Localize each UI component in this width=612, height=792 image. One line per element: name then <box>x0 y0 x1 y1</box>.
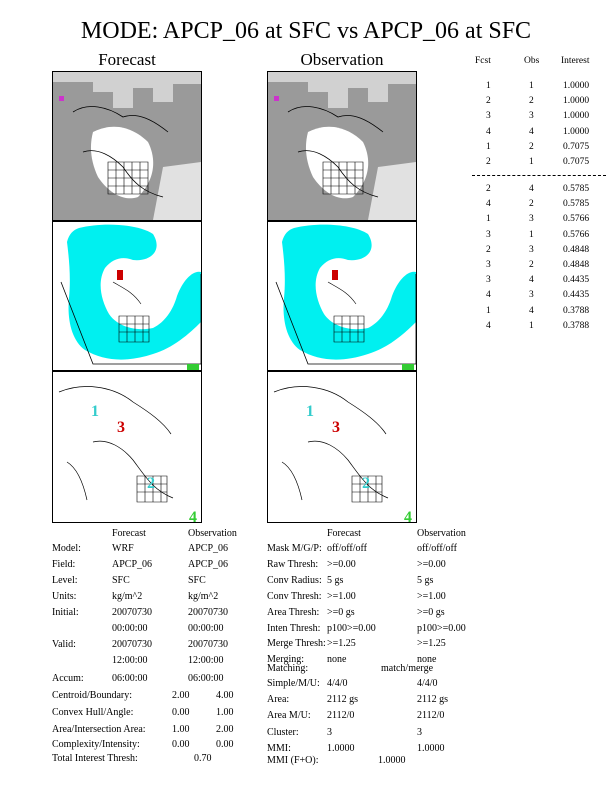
forecast-objects-panel <box>52 221 202 371</box>
right-row-observation: >=0 gs <box>417 606 445 618</box>
left-row-label: Valid: <box>52 639 76 650</box>
right-row-observation: >=1.25 <box>417 638 446 650</box>
left-row-forecast: 20070730 <box>112 639 152 650</box>
observation-labels-panel <box>267 371 417 523</box>
observation-raw-panel <box>267 71 417 221</box>
right-row-observation: >=1.00 <box>417 590 446 602</box>
left-row-label: Accum: <box>52 673 84 684</box>
left-header-observation: Observation <box>188 528 237 539</box>
left-row-observation: kg/m^2 <box>188 591 219 602</box>
result-row-forecast: 3 <box>327 726 332 738</box>
interest-cell-obs: 2 <box>529 260 534 270</box>
observation-object-label: 3 <box>332 419 340 436</box>
left-row-observation: 12:00:00 <box>188 655 224 666</box>
interest-cell-interest: 0.5766 <box>563 214 590 225</box>
forecast-object-label: 2 <box>147 475 155 492</box>
interest-divider <box>472 175 606 176</box>
interest-cell-fcst: 4 <box>486 320 491 331</box>
interest-cell-interest: 0.5766 <box>563 229 590 240</box>
right-row-forecast: >=0 gs <box>327 606 355 618</box>
right-row-label: Conv Thresh: <box>267 590 322 602</box>
matching-value: match/merge <box>381 663 434 674</box>
stat-value-2: 1.00 <box>216 707 234 718</box>
left-row-label: Units: <box>52 591 77 602</box>
interest-cell-fcst: 4 <box>486 290 491 301</box>
interest-cell-interest: 1.0000 <box>563 126 590 137</box>
right-row-observation: none <box>417 654 437 666</box>
result-row-observation: 4/4/0 <box>417 678 438 689</box>
mmi-fo-value: 1.0000 <box>378 755 406 766</box>
observation-object-label: 2 <box>362 475 370 492</box>
interest-cell-obs: 4 <box>529 275 534 286</box>
result-row-forecast: 2112/0 <box>327 710 355 722</box>
observation-column-title: Observation <box>300 50 384 69</box>
observation-object-label: 1 <box>306 403 314 420</box>
interest-cell-interest: 0.5785 <box>563 199 590 210</box>
interest-cell-fcst: 2 <box>486 184 491 194</box>
right-header-observation: Observation <box>417 528 466 539</box>
interest-cell-fcst: 3 <box>486 260 491 270</box>
interest-cell-interest: 1.0000 <box>563 81 590 91</box>
interest-cell-obs: 4 <box>529 126 534 137</box>
right-row-observation: 5 gs <box>417 574 434 586</box>
interest-cell-interest: 0.4435 <box>563 290 590 301</box>
result-row-label: MMI: <box>267 742 291 754</box>
interest-cell-obs: 1 <box>529 157 534 167</box>
right-row-label: Area Thresh: <box>267 606 320 618</box>
left-row-forecast: WRF <box>112 543 134 554</box>
right-row-label: Conv Radius: <box>267 574 322 586</box>
interest-cell-fcst: 1 <box>486 81 491 91</box>
interest-cell-fcst: 4 <box>486 126 491 137</box>
interest-cell-obs: 3 <box>529 244 534 255</box>
result-row-observation: 2112 gs <box>417 694 449 706</box>
left-row-observation: 20070730 <box>188 639 228 650</box>
right-row-forecast: 5 gs <box>327 574 344 586</box>
right-row-label: Mask M/G/P: <box>267 543 322 554</box>
interest-header-fcst: Fcst <box>475 56 491 66</box>
interest-cell-fcst: 3 <box>486 229 491 240</box>
interest-cell-interest: 0.5785 <box>563 184 590 194</box>
right-row-label: Raw Thresh: <box>267 558 319 570</box>
forecast-raw-map <box>53 72 201 220</box>
forecast-labels-map <box>53 372 201 522</box>
left-row-observation: APCP_06 <box>188 559 229 570</box>
observation-raw-map <box>268 72 416 220</box>
interest-cell-obs: 2 <box>529 96 534 107</box>
observation-objects-panel <box>267 221 417 371</box>
interest-cell-obs: 2 <box>529 199 534 210</box>
left-row-forecast: APCP_06 <box>112 559 153 570</box>
observation-object-label: 4 <box>404 509 412 522</box>
right-row-forecast: p100>=0.00 <box>327 622 376 634</box>
interest-cell-obs: 4 <box>529 305 534 316</box>
forecast-labels-panel <box>52 371 202 523</box>
plot-title: MODE: APCP_06 at SFC vs APCP_06 at SFC <box>80 18 532 44</box>
result-row-observation: 1.0000 <box>417 742 445 754</box>
left-row-label: Field: <box>52 559 76 570</box>
interest-cell-interest: 0.7075 <box>563 157 590 167</box>
forecast-object-label: 1 <box>91 403 99 420</box>
forecast-raw-panel <box>52 71 202 221</box>
result-row-observation: 3 <box>417 726 422 738</box>
result-row-forecast: 2112 gs <box>327 694 359 706</box>
stat-value-1: 0.00 <box>172 739 190 750</box>
interest-cell-obs: 2 <box>529 141 534 152</box>
right-row-label: Merge Thresh: <box>267 638 326 650</box>
left-row-observation: 06:00:00 <box>188 673 224 684</box>
right-row-label: Inten Thresh: <box>267 622 321 634</box>
interest-cell-interest: 1.0000 <box>563 111 590 122</box>
forecast-object-label: 4 <box>189 509 197 522</box>
right-row-forecast: off/off/off <box>327 543 367 554</box>
right-row-observation: >=0.00 <box>417 558 446 570</box>
stat-label: Centroid/Boundary: <box>52 690 132 701</box>
interest-cell-fcst: 2 <box>486 96 491 107</box>
result-row-label: Area: <box>267 694 290 706</box>
forecast-column-title: Forecast <box>98 50 156 69</box>
matching-label: Matching: <box>267 663 309 674</box>
interest-cell-obs: 1 <box>529 320 534 331</box>
interest-cell-obs: 4 <box>529 184 534 194</box>
right-header-forecast: Forecast <box>327 528 361 539</box>
result-row-label: Area M/U: <box>267 710 311 722</box>
result-row-forecast: 1.0000 <box>327 742 355 754</box>
forecast-object-label: 3 <box>117 419 125 436</box>
interest-cell-interest: 0.4435 <box>563 275 590 286</box>
interest-cell-obs: 3 <box>529 111 534 122</box>
mmi-fo-label: MMI (F+O): <box>267 755 319 766</box>
left-row-forecast: kg/m^2 <box>112 591 143 602</box>
left-row-label: Initial: <box>52 607 79 618</box>
interest-cell-obs: 3 <box>529 214 534 225</box>
result-row-observation: 2112/0 <box>417 710 445 722</box>
interest-cell-fcst: 2 <box>486 244 491 255</box>
interest-cell-obs: 1 <box>529 81 534 91</box>
interest-cell-obs: 3 <box>529 290 534 301</box>
right-row-label: Merging: <box>267 654 305 666</box>
interest-cell-fcst: 1 <box>486 141 491 152</box>
interest-header-interest: Interest <box>561 56 590 66</box>
stat-value-2: 2.00 <box>216 724 234 735</box>
interest-header-obs: Obs <box>524 56 540 66</box>
left-row-forecast: 12:00:00 <box>112 655 148 666</box>
interest-cell-fcst: 4 <box>486 199 491 210</box>
stat-value-2: 0.00 <box>216 739 234 750</box>
left-row-observation: 20070730 <box>188 607 228 618</box>
left-row-observation: 00:00:00 <box>188 623 224 634</box>
interest-cell-fcst: 1 <box>486 305 491 316</box>
right-row-forecast: none <box>327 654 347 666</box>
stat-label: Convex Hull/Angle: <box>52 707 134 718</box>
interest-cell-fcst: 3 <box>486 111 491 122</box>
interest-cell-interest: 0.4848 <box>563 260 590 270</box>
stat-label: Area/Intersection Area: <box>52 724 146 735</box>
left-row-forecast: 00:00:00 <box>112 623 148 634</box>
right-row-forecast: >=1.00 <box>327 590 356 602</box>
result-row-label: Cluster: <box>267 726 299 738</box>
right-row-forecast: >=1.25 <box>327 638 356 650</box>
stat-value-2: 4.00 <box>216 690 234 701</box>
total-interest-value: 0.70 <box>194 753 212 764</box>
observation-labels-map <box>268 372 416 522</box>
stat-value-1: 1.00 <box>172 724 190 735</box>
observation-objects-map <box>268 222 416 370</box>
interest-cell-interest: 0.3788 <box>563 305 590 316</box>
interest-cell-interest: 1.0000 <box>563 96 590 107</box>
interest-cell-interest: 0.3788 <box>563 320 590 331</box>
left-row-forecast: 20070730 <box>112 607 152 618</box>
stat-value-1: 0.00 <box>172 707 190 718</box>
interest-cell-interest: 0.4848 <box>563 244 590 255</box>
result-row-forecast: 4/4/0 <box>327 678 348 689</box>
forecast-objects-map <box>53 222 201 370</box>
left-row-observation: APCP_06 <box>188 543 229 554</box>
left-header-forecast: Forecast <box>112 528 146 539</box>
stat-value-1: 2.00 <box>172 690 190 701</box>
interest-cell-fcst: 1 <box>486 214 491 225</box>
interest-cell-obs: 1 <box>529 229 534 240</box>
left-row-forecast: SFC <box>112 575 130 586</box>
stat-label: Complexity/Intensity: <box>52 739 140 750</box>
interest-cell-interest: 0.7075 <box>563 141 590 152</box>
right-row-observation: p100>=0.00 <box>417 622 466 634</box>
left-row-forecast: 06:00:00 <box>112 673 148 684</box>
interest-cell-fcst: 2 <box>486 157 491 167</box>
total-interest-label: Total Interest Thresh: <box>52 753 138 764</box>
left-row-label: Level: <box>52 575 78 586</box>
right-row-observation: off/off/off <box>417 543 457 554</box>
result-row-label: Simple/M/U: <box>267 678 320 689</box>
right-row-forecast: >=0.00 <box>327 558 356 570</box>
left-row-observation: SFC <box>188 575 206 586</box>
left-row-label: Model: <box>52 543 81 554</box>
interest-cell-fcst: 3 <box>486 275 491 286</box>
